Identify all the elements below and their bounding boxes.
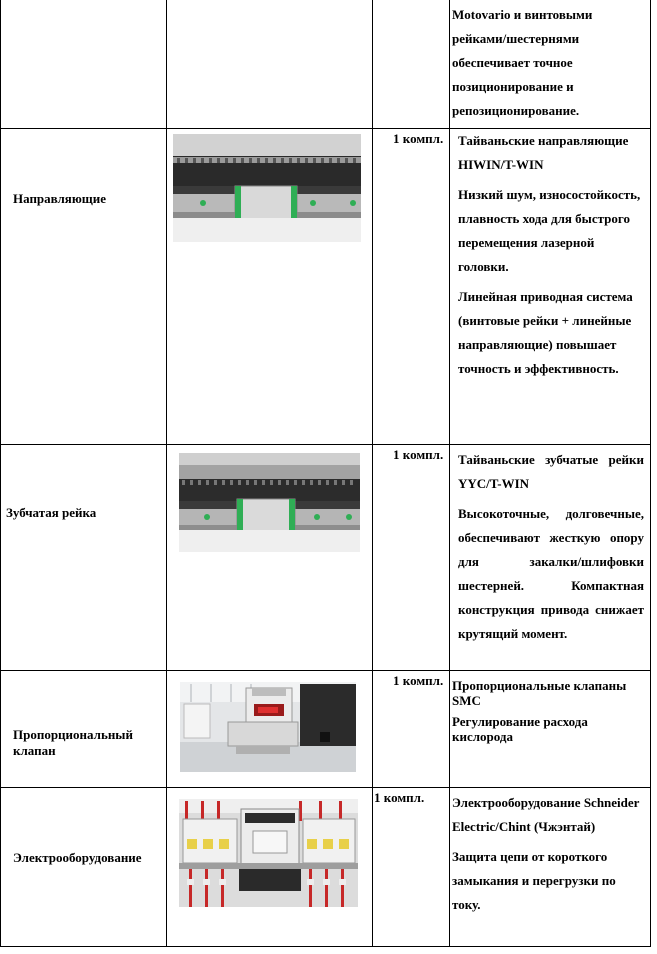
row3-quantity: 1 компл.	[393, 673, 444, 688]
gear-rack-photo	[179, 453, 360, 552]
row2-description	[458, 448, 644, 646]
row3-desc-title: Пропорциональные клапаны SMC	[452, 678, 627, 708]
row2-desc-title: Тайваньские зубчатые рейки YYC/T-WIN	[458, 452, 644, 491]
row1-quantity: 1 компл.	[393, 131, 444, 146]
row4-description	[452, 791, 646, 917]
row4-desc-title: Электрооборудование Schneider Electric/Chint (Чжэнтай)	[452, 795, 640, 834]
row0-description	[452, 3, 644, 123]
proportional-valve-photo	[180, 682, 356, 772]
row4-desc-line: Защита цепи от короткого замыкания и перегрузки по току.	[452, 849, 616, 912]
row4-quantity: 1 компл.	[374, 790, 425, 805]
row1-desc-title: Тайваньские направляющие HIWIN/T-WIN	[458, 133, 629, 172]
electrical-cabinet-photo	[179, 799, 358, 907]
row1-desc-line: Линейная приводная система (винтовые рейки + линейные направляющие) повышает точность и эффективность.	[458, 289, 633, 376]
linear-guide-rail-photo	[173, 134, 361, 242]
row1-name: Направляющие	[13, 191, 107, 206]
row3-name: Пропорциональный клапан	[13, 727, 133, 758]
row0-desc-line: Motovario и винтовыми рейками/шестернями обеспечивает точное позиционирование и репозиционирование.	[452, 7, 593, 118]
row2-name: Зубчатая рейка	[6, 505, 97, 520]
row1-desc-line: Низкий шум, износостойкость, плавность хода для быстрого перемещения лазерной головки.	[458, 187, 641, 274]
row2-quantity: 1 компл.	[393, 447, 444, 462]
row4-name: Электрооборудование	[13, 850, 142, 865]
row2-desc-line: Высокоточные, долговечные, обеспечивают жесткую опору для закалки/шлифовки шестерней. Компактная конструкция привода снижает крутящий момент.	[458, 506, 644, 641]
row1-description	[458, 129, 644, 381]
row3-description	[452, 678, 647, 744]
row3-desc-line: Регулирование расхода кислорода	[452, 714, 588, 744]
